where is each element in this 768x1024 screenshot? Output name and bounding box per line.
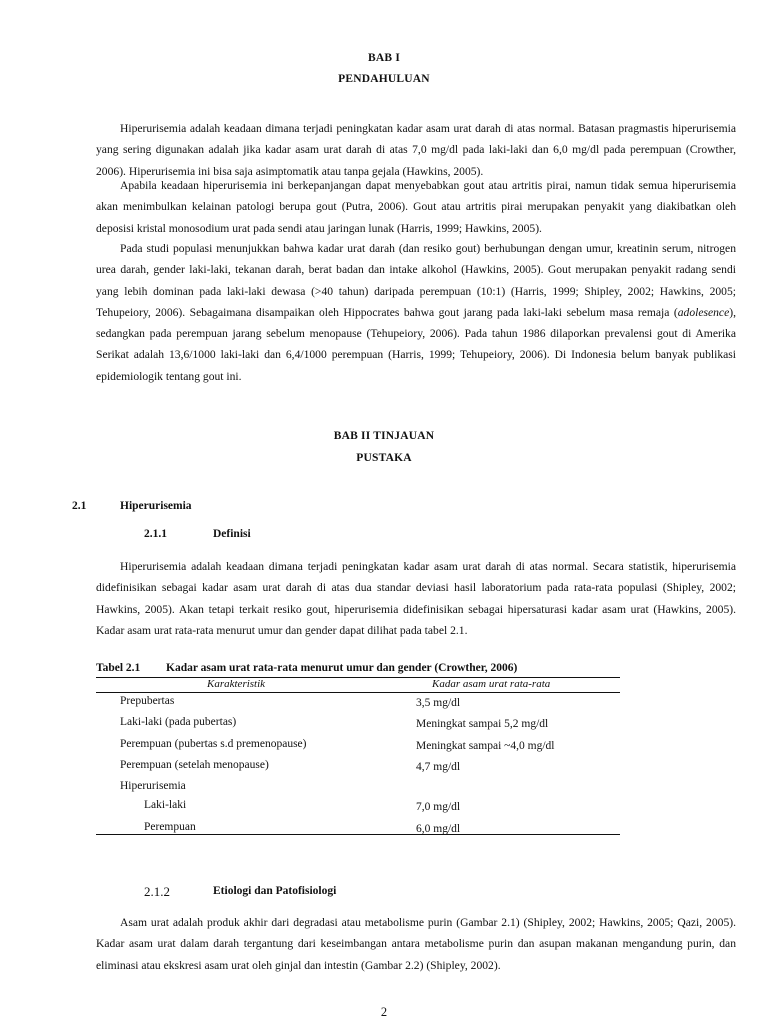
- definisi-paragraph: Hiperurisemia adalah keadaan dimana terjadi peningkatan kadar asam urat darah di atas normal. Secara statistik, hiperurisemia didefinisikan sebagai kadar asam urat darah di atas dua standar deviasi hasil laboratorium pada rata-rata populasi (Shipley, 2002; Hawkins, 2005). Akan tetapi terkait resiko gout, hiperurisemia didefinisikan sebagai hipersaturasi kadar asam urat (Hawkins, 2005). Kadar asam urat rata-rata menurut umur dan gender dapat dilihat pada tabel 2.1.: [96, 560, 736, 637]
- bab1-paragraph-3-italic: adolesence: [677, 305, 730, 319]
- table-row-label: Perempuan (setelah menopause): [120, 759, 269, 771]
- section-2-1-1-title: Definisi: [213, 528, 251, 540]
- table-caption: [96, 662, 517, 674]
- table-caption-number: Tabel 2.1: [96, 662, 141, 674]
- page-number: 2: [380, 1005, 388, 1019]
- bab1-paragraph-3-text-a: Pada studi populasi menunjukkan bahwa kadar urat darah (dan resiko gout) berhubungan dengan umur, kreatinin serum, nitrogen urea darah, gender laki-laki, tekanan darah, berat badan dan intake alkohol (Hawkins, 2005). Gout merupakan penyakit radang sendi yang lebih dominan pada laki-laki dewasa (>40 tahun) daripada perempuan (10:1) (Harris, 1999; Shipley, 2002; Hawkins, 2005; Tehupeiory, 2006). Sebagaimana disampaikan oleh Hippocrates bahwa gout jarang pada laki-laki sebelum masa remaja (: [96, 242, 736, 319]
- etiologi-paragraph: Asam urat adalah produk akhir dari degradasi atau metabolisme purin (Gambar 2.1) (Shipley, 2002; Hawkins, 2005; Qazi, 2005). Kadar asam urat dalam darah tergantung dari keseimbangan antara metabolisme purin dan asupan makanan mengandung purin, dan eliminasi atau ekskresi asam urat oleh ginjal dan intestin (Gambar 2.2) (Shipley, 2002).: [96, 916, 736, 972]
- section-2-1-2-number: 2.1.2: [144, 884, 170, 899]
- table-header-kadar: Kadar asam urat rata-rata: [432, 678, 551, 690]
- table-row-value: Meningkat sampai 5,2 mg/dl: [416, 718, 549, 730]
- bab1-paragraph-3-text-b: ), sedangkan pada perempuan jarang sebelum menopause (Tehupeiory, 2006). Pada tahun 1986 dilaporkan prevalensi gout di Amerika Serikat adalah 13,6/1000 laki-laki dan 6,4/1000 perempuan (Harris, 1999; Tehupeiory, 2006). Di Indonesia belum banyak publikasi epidemiologik tentang gout ini.: [96, 305, 736, 383]
- bab2-title-line-1: BAB II TINJAUAN: [333, 430, 435, 442]
- table-row-label: Laki-laki: [144, 799, 187, 811]
- table-row-value: Meningkat sampai ~4,0 mg/dl: [416, 740, 555, 752]
- table-header-karakteristik: Karakteristik: [207, 678, 266, 690]
- section-2-1-title: Hiperurisemia: [120, 500, 192, 512]
- table-row-label: Prepubertas: [120, 695, 175, 707]
- section-2-1-number: 2.1: [72, 500, 87, 512]
- table-row-value: 7,0 mg/dl: [416, 801, 461, 813]
- table-row-value: 4,7 mg/dl: [416, 761, 461, 773]
- table-row-value: 6,0 mg/dl: [416, 823, 461, 835]
- table-caption-title: Kadar asam urat rata-rata menurut umur dan gender (Crowther, 2006): [166, 662, 518, 674]
- table-bottom-rule: [96, 834, 620, 835]
- table-header-rule: [96, 692, 620, 693]
- bab1-paragraph-1: Hiperurisemia adalah keadaan dimana terjadi peningkatan kadar asam urat darah di atas normal. Batasan pragmastis hiperurisemia yang sering digunakan adalah jika kadar asam urat darah di atas 7,0 mg/dl pada laki-laki dan 6,0 mg/dl pada perempuan (Crowther, 2006). Hiperurisemia ini bisa saja asimptomatik atau tanpa gejala (Hawkins, 2005).: [96, 122, 736, 178]
- bab1-title: BAB I: [368, 52, 400, 64]
- bab1-paragraph-2: Apabila keadaan hiperurisemia ini berkepanjangan dapat menyebabkan gout atau artritis pirai, namun tidak semua hiperurisemia akan menimbulkan kelainan patologi berupa gout (Putra, 2006). Gout atau artritis pirai merupakan penyakit yang diakibatkan oleh deposisi kristal monosodium urat pada sendi atau jaringan lunak (Harris, 1999; Hawkins, 2005).: [96, 179, 736, 235]
- table-row-value: 3,5 mg/dl: [416, 697, 461, 709]
- bab2-title-line-2: PUSTAKA: [356, 452, 412, 464]
- section-2-1-2-title: Etiologi dan Patofisiologi: [213, 885, 337, 897]
- table-row-label: Perempuan: [144, 821, 196, 833]
- bab1-subtitle: PENDAHULUAN: [338, 73, 430, 85]
- table-row-label: Hiperurisemia: [120, 780, 186, 792]
- table-row-label: Perempuan (pubertas s.d premenopause): [120, 738, 307, 750]
- table-row-label: Laki-laki (pada pubertas): [120, 716, 237, 728]
- bab1-paragraph-3: [96, 238, 736, 387]
- section-2-1-1-number: 2.1.1: [144, 528, 167, 540]
